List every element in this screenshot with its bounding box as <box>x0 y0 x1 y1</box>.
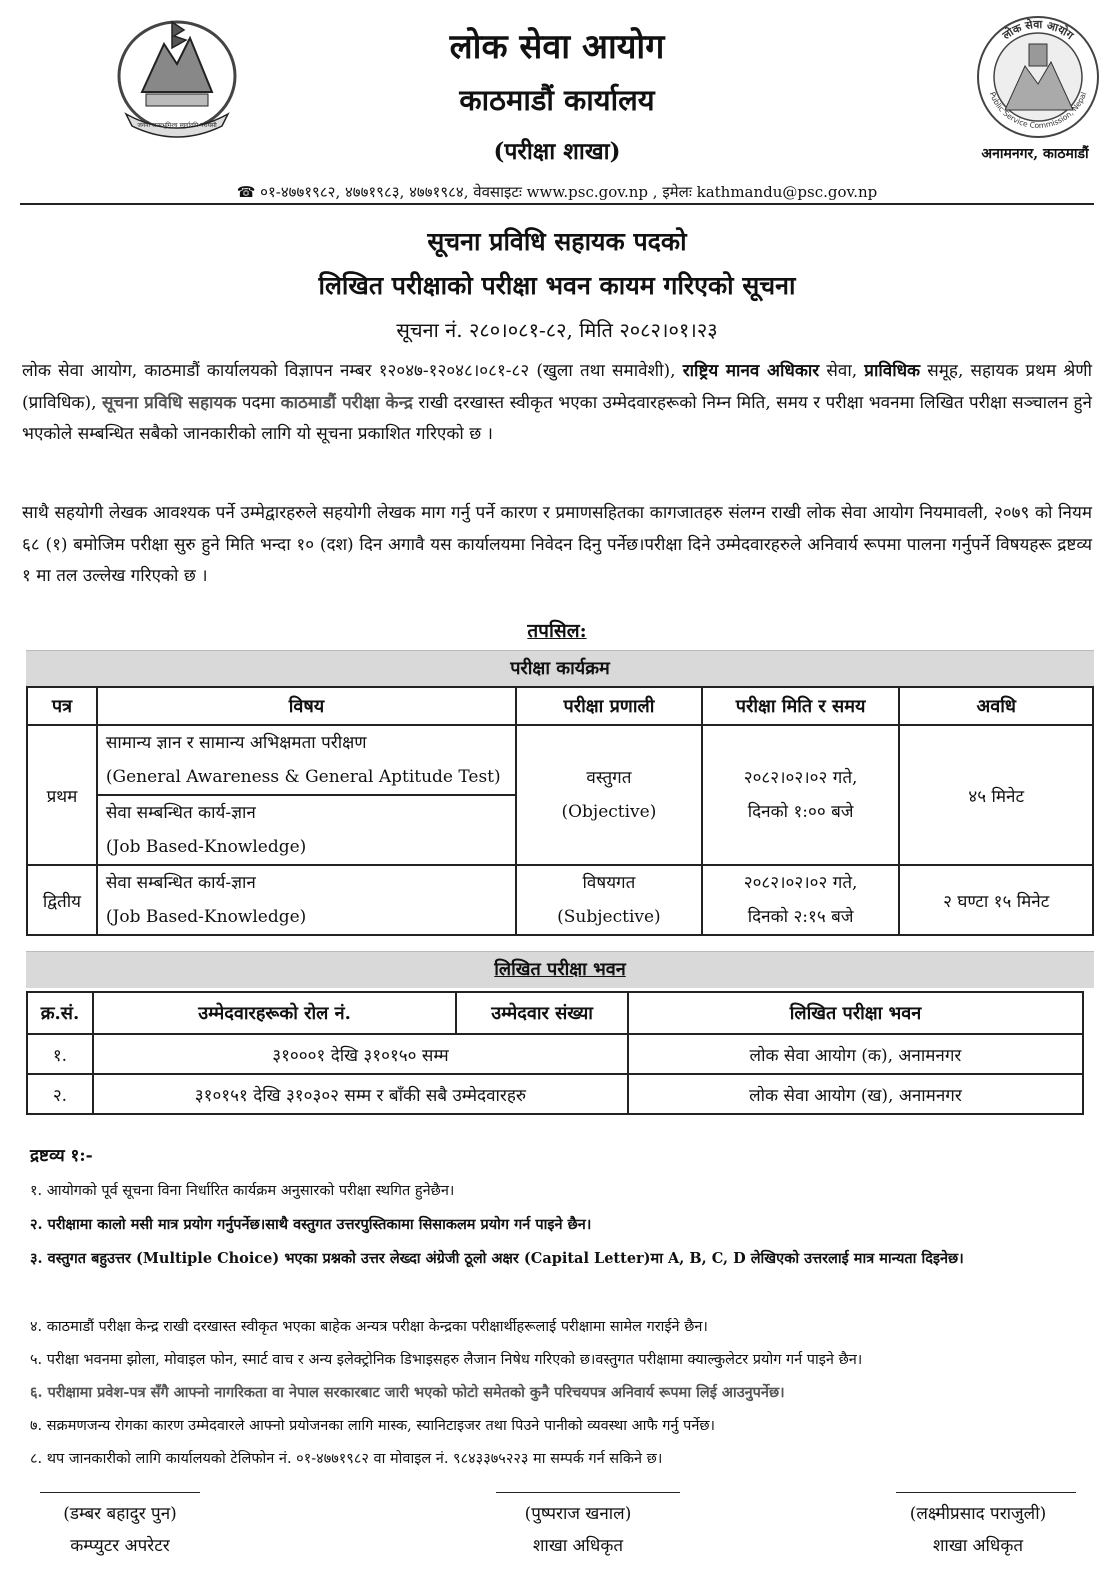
office-name: काठमाडौं कार्यालय <box>459 83 655 117</box>
notice-title-line1: सूचना प्रविधि सहायक पदको <box>427 227 687 256</box>
header-divider <box>20 203 1094 205</box>
notice-paragraph-2: साथै सहयोगी लेखक आवश्यक पर्ने उम्मेद्वारहरुले सहयोगी लेखक माग गर्नु पर्ने कारण र प्रमाणसहितका कागजातहरु संलग्न राखी लोक सेवा आयोग नियमावली, २०७९ को नियम ६८ (१) बमोजिम परीक्षा सुरु हुने मिति भन्दा १० (दश) दिन अगावै यस कार्यालयमा निवेदन दिनु पर्नेछ।परीक्षा दिने उम्मेदवारहरुले अनिवार्य रूपमा पालना गर्नुपर्ने विषयहरू द्रष्टव्य १ मा तल उल्लेख गरिएको छ । <box>22 503 1092 586</box>
note-item-1: १. आयोगको पूर्व सूचना विना निर्धारित कार्यक्रम अनुसारको परीक्षा स्थगित हुनेछैन। <box>30 1183 455 1199</box>
seal-bottom-text: Public Service Commission, Nepal <box>987 90 1089 131</box>
details-heading: तपसिल: <box>527 620 587 642</box>
exam-schedule-caption: परीक्षा कार्यक्रम <box>26 650 1094 687</box>
note-item-6: ६. परीक्षामा प्रवेश-पत्र सँगै आफ्नो नागरिकता वा नेपाल सरकारबाट जारी भएको फोटो समेतको कुनै परिचयपत्र अनिवार्य रूपमा लिई आउनुपर्नेछ। <box>30 1384 785 1401</box>
duration-second: २ घण्टा १५ मिनेट <box>899 865 1093 935</box>
duration-first: ४५ मिनेट <box>899 725 1093 865</box>
notes-heading: द्रष्टव्य १:- <box>30 1146 93 1166</box>
header-venue: लिखित परीक्षा भवन <box>628 992 1083 1034</box>
notice-number: सूचना नं. २८०।०८१-८२, मिति २०८२।०१।२३ <box>396 318 718 342</box>
paper-second: द्वितीय <box>27 865 97 935</box>
seal-top-text: लोक सेवा आयोग <box>1000 17 1077 43</box>
signature-line <box>496 1492 680 1493</box>
exam-schedule-table <box>26 686 1094 936</box>
datetime-first: २०८२।०२।०२ गते, दिनको १:०० बजे <box>702 725 900 865</box>
note-item-5: ५. परीक्षा भवनमा झोला, मोवाइल फोन, स्मार्ट वाच र अन्य इलेक्ट्रोनिक डिभाइसहरु लैजान निषेध गरिएको छ।वस्तुगत परीक्षामा क्याल्कुलेटर प्रयोग गर्न पाइने छैन। <box>30 1352 863 1368</box>
signature-line <box>40 1492 200 1493</box>
header-roll: उम्मेदवारहरूको रोल नं. <box>93 992 456 1034</box>
header-duration: अवधि <box>899 687 1093 725</box>
note-item-7: ७. सक्रमणजन्य रोगका कारण उम्मेदवारले आफ्नो प्रयोजनका लागि मास्क, स्यानिटाइजर तथा पिउने पानीको व्यवस्था आफै गर्नु पर्नेछ। <box>30 1418 716 1434</box>
signature-block: (लक्ष्मीप्रसाद पराजुली) शाखा अधिकृत <box>909 1504 1047 1556</box>
header-count: उम्मेदवार संख्या <box>456 992 628 1034</box>
section-name: (परीक्षा शाखा) <box>493 138 621 165</box>
signature-line <box>896 1492 1076 1493</box>
row-roll-range: ३१०००१ देखि ३१०१५० सम्म <box>93 1034 628 1074</box>
note-item-8: ८. थप जानकारीको लागि कार्यालयको टेलिफोन नं. ०१-४७७१९८२ वा मोवाइल नं. ९८४३३७५२२३ मा सम्पर्क गर्न सकिने छ। <box>30 1451 663 1467</box>
signature-block: (डम्बर बहादुर पुन) कम्प्युटर अपरेटर <box>63 1504 177 1556</box>
subject-general: सामान्य ज्ञान र सामान्य अभिक्षमता परीक्षण (General Awareness & General Aptitude Test) <box>97 725 516 795</box>
signature-block: (पुष्पराज खनाल) शाखा अधिकृत <box>524 1504 632 1556</box>
note-item-2: २. परीक्षामा कालो मसी मात्र प्रयोग गर्नुपर्नेछ।साथै वस्तुगत उत्तरपुस्तिकामा सिसाकलम प्रयोग गर्न पाइने छैन। <box>30 1216 592 1233</box>
row-sn: १. <box>27 1034 93 1074</box>
venue-caption: लिखित परीक्षा भवन <box>26 951 1094 988</box>
table-row <box>27 865 1093 935</box>
notice-title-line2: लिखित परीक्षाको परीक्षा भवन कायम गरिएको सूचना <box>318 271 796 300</box>
row-venue: लोक सेवा आयोग (ख), अनामनगर <box>628 1074 1083 1114</box>
header-sn: क्र.सं. <box>27 992 93 1034</box>
note-item-3: ३. वस्तुगत बहुउत्तर (Multiple Choice) भएका प्रश्नको उत्तर लेख्दा अंग्रेजी ठूलो अक्षर (Capital Letter)मा A, B, C, D लेखिएको उत्तरलाई मात्र मान्यता दिइनेछ। <box>30 1250 964 1267</box>
psc-seal-logo <box>975 14 1101 140</box>
office-address: अनामनगर, काठमाडौं <box>981 146 1089 162</box>
row-venue: लोक सेवा आयोग (क), अनामनगर <box>628 1034 1083 1074</box>
table-header-row <box>27 687 1093 725</box>
table-row <box>27 725 1093 795</box>
org-name: लोक सेवा आयोग <box>449 27 665 67</box>
header-datetime: परीक्षा मिति र समय <box>702 687 900 725</box>
paper-first: प्रथम <box>27 725 97 865</box>
emblem-motto: जननी जन्मभूमिश्च स्वर्गादपि गरीयसी <box>137 122 217 129</box>
subject-job-knowledge-second: सेवा सम्बन्धित कार्य-ज्ञान (Job Based-Knowledge) <box>97 865 516 935</box>
row-sn: २. <box>27 1074 93 1114</box>
venue-table <box>26 991 1084 1115</box>
row-roll-range: ३१०१५१ देखि ३१०३०२ सम्म र बाँकी सबै उम्मेदवारहरु <box>93 1074 628 1114</box>
table-row <box>27 1034 1083 1074</box>
header-system: परीक्षा प्रणाली <box>516 687 702 725</box>
table-row <box>27 1074 1083 1114</box>
header-subject: विषय <box>97 687 516 725</box>
note-item-4: ४. काठमाडौं परीक्षा केन्द्र राखी दरखास्त स्वीकृत भएका बाहेक अन्यत्र परीक्षा केन्द्रका परीक्षार्थीहरूलाई परीक्षामा सामेल गराईने छैन। <box>30 1319 708 1335</box>
notice-paragraph-1: लोक सेवा आयोग, काठमाडौं कार्यालयको विज्ञापन नम्बर १२०४७-१२०४८।०८१-८२ (खुला तथा समावेशी), राष्ट्रिय मानव अधिकार सेवा, प्राविधिक समूह, सहायक प्रथम श्रेणी (प्राविधिक), सूचना प्रविधि सहायक पदमा काठमाडौं परीक्षा केन्द्र राखी दरखास्त स्वीकृत भएका उम्मेदवारहरूको निम्न मिति, समय र परीक्षा भवनमा लिखित परीक्षा सञ्चालन हुने भएकोले सम्बन्धित सबैको जानकारीको लागि यो सूचना प्रकाशित गरिएको छ । <box>22 361 1093 444</box>
subject-job-knowledge: सेवा सम्बन्धित कार्य-ज्ञान (Job Based-Knowledge) <box>97 795 516 865</box>
system-objective: वस्तुगत (Objective) <box>516 725 702 865</box>
datetime-second: २०८२।०२।०२ गते, दिनको २:१५ बजे <box>702 865 900 935</box>
contact-line: ☎ ०१-४७७१९८२, ४७७१९८३, ४७७१९८४, वेवसाइटः www.psc.gov.np , इमेलः kathmandu@psc.gov.np <box>236 183 878 201</box>
table-header-row <box>27 992 1083 1034</box>
system-subjective: विषयगत (Subjective) <box>516 865 702 935</box>
header-paper: पत्र <box>27 687 97 725</box>
